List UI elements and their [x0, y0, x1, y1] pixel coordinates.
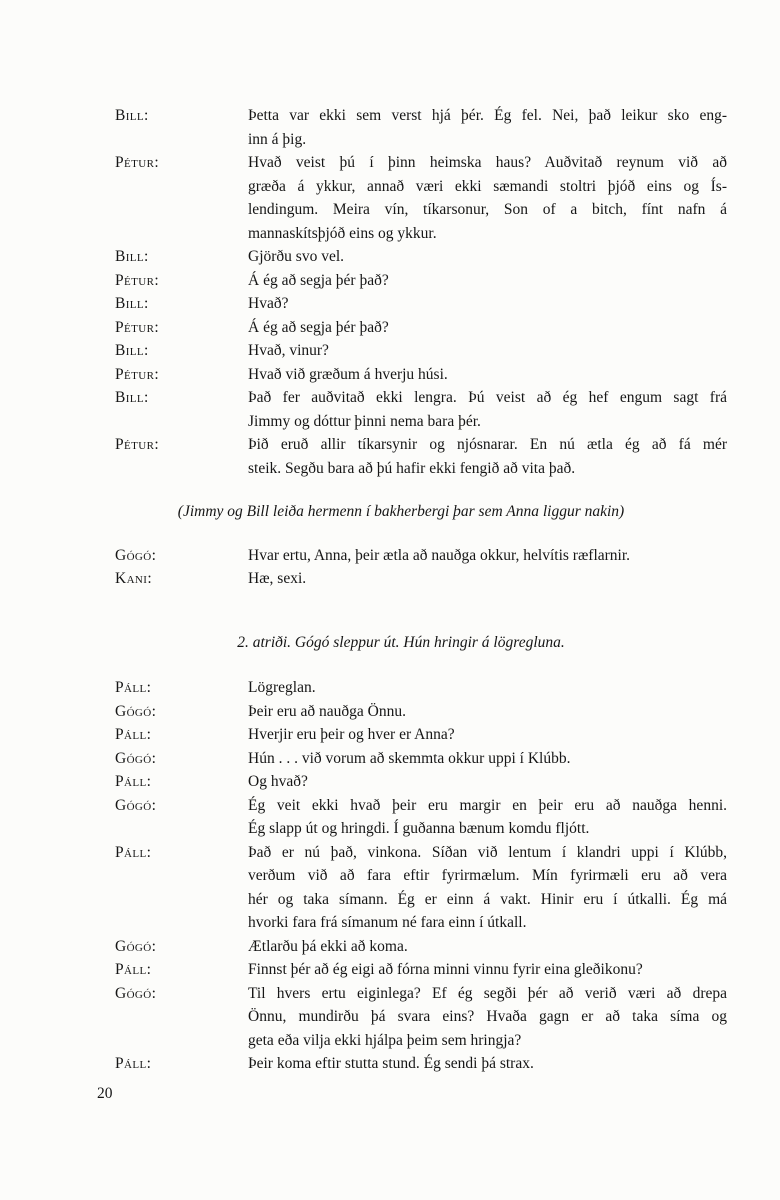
- dialogue-text: [248, 700, 727, 724]
- dialogue-row: [115, 723, 727, 747]
- dialogue-line: mannaskítsþjóð eins og ykkur.: [248, 224, 437, 242]
- speaker-name: Páll:: [115, 679, 152, 696]
- speaker-name: Páll:: [115, 843, 152, 861]
- dialogue-line: Hvað, vinur?: [248, 342, 329, 359]
- dialogue-row: [115, 316, 727, 340]
- dialogue-text: [248, 104, 727, 151]
- dialogue-text: [248, 770, 727, 794]
- dialogue-row: [115, 747, 727, 771]
- dialogue-line: græða á ykkur, annað væri ekki sæmandi stoltri þjóð eins og Ís-: [248, 177, 727, 195]
- dialogue-line: inn á þig.: [248, 130, 307, 148]
- dialogue-line: hér og taka símann. Ég er einn á vakt. Hinir eru í útkalli. Ég má: [248, 890, 727, 908]
- dialogue-text: [248, 316, 727, 340]
- speaker-name: Gógó:: [115, 749, 157, 767]
- dialogue-row: [115, 245, 727, 269]
- dialogue-line: geta eða vilja ekki hjálpa þeim sem hringja?: [248, 1031, 522, 1049]
- dialogue-line: Það er nú það, vinkona. Síðan við lentum í klandri uppi í Klúbb,: [248, 843, 727, 861]
- speaker-name: Páll:: [115, 726, 152, 743]
- speaker-name: Bill:: [115, 248, 149, 265]
- speaker-name: Pétur:: [115, 271, 160, 289]
- dialogue-text: [248, 151, 727, 245]
- dialogue-text: [248, 269, 727, 293]
- speaker-name: Páll:: [115, 1055, 152, 1072]
- dialogue-row: [115, 676, 727, 700]
- dialogue-text: [248, 386, 727, 433]
- speaker-name: Pétur:: [115, 318, 160, 336]
- dialogue-line: Til hvers ertu eiginlega? Ef ég segði þér að verið væri að drepa: [248, 984, 727, 1002]
- dialogue-row: [115, 292, 727, 316]
- dialogue-text: [248, 958, 727, 982]
- dialogue-text: [248, 935, 727, 959]
- dialogue-row: [115, 386, 727, 433]
- speaker-name: Páll:: [115, 961, 152, 978]
- speaker-name: Bill:: [115, 107, 149, 124]
- dialogue-line: Á ég að segja þér það?: [248, 318, 389, 336]
- dialogue-line: Þið eruð allir tíkarsynir og njósnarar. En nú ætla ég að fá mér: [248, 436, 727, 453]
- dialogue-line: Ég veit ekki hvað þeir eru margir en þeir eru að nauðga henni.: [248, 796, 727, 814]
- speaker-name: Pétur:: [115, 365, 160, 383]
- dialogue-row: [115, 770, 727, 794]
- dialogue-text: [248, 363, 727, 387]
- speaker-name: Gógó:: [115, 796, 157, 814]
- speaker-name: Páll:: [115, 773, 152, 790]
- dialogue-text: [248, 1052, 727, 1076]
- dialogue-text: [248, 245, 727, 269]
- speaker-name: Kani:: [115, 570, 153, 587]
- speaker-name: Bill:: [115, 389, 149, 406]
- dialogue-line: verðum við að fara eftir fyrirmælum. Mín fyrirmæli eru að vera: [248, 867, 727, 884]
- dialogue-text: [248, 676, 727, 700]
- dialogue-line: Hvað við græðum á hverju húsi.: [248, 365, 448, 383]
- dialogue-line: Finnst þér að ég eigi að fórna minni vinnu fyrir eina gleðikonu?: [248, 961, 643, 978]
- dialogue-text: [248, 982, 727, 1053]
- dialogue-text: [248, 339, 727, 363]
- stage-direction: (Jimmy og Bill leiða hermenn í bakherbergi þar sem Anna liggur nakin): [177, 503, 625, 520]
- dialogue-line: Og hvað?: [248, 773, 308, 790]
- dialogue-text: [248, 794, 727, 841]
- dialogue-text: [248, 567, 727, 591]
- speaker-name: Gógó:: [115, 937, 157, 955]
- dialogue-text: [248, 433, 727, 480]
- dialogue-row: [115, 982, 727, 1053]
- speaker-name: Pétur:: [115, 436, 160, 453]
- scene-heading: 2. atriði. Gógó sleppur út. Hún hringir á lögregluna.: [237, 633, 565, 651]
- dialogue-line: Önnu, mundirðu þá svara eins? Hvaða gagn er að taka síma og: [248, 1008, 727, 1025]
- dialogue-row: [115, 433, 727, 480]
- dialogue-line: Þeir koma eftir stutta stund. Ég sendi þá strax.: [248, 1055, 534, 1072]
- speaker-name: Gógó:: [115, 546, 157, 564]
- dialogue-row: [115, 794, 727, 841]
- dialogue-line: Hún . . . við vorum að skemmta okkur uppi í Klúbb.: [248, 749, 571, 767]
- dialogue-line: Á ég að segja þér það?: [248, 271, 389, 289]
- dialogue-text: [248, 841, 727, 935]
- dialogue-line: Hverjir eru þeir og hver er Anna?: [248, 726, 455, 743]
- speaker-name: Pétur:: [115, 154, 160, 171]
- dialogue-line: Ætlarðu þá ekki að koma.: [248, 937, 408, 955]
- dialogue-row: [115, 151, 727, 245]
- page-number: 20: [97, 1085, 113, 1102]
- dialogue-text: [248, 544, 727, 568]
- dialogue-text: [248, 723, 727, 747]
- dialogue-line: Hvað veist þú í þinn heimska haus? Auðvitað reynum við að: [248, 154, 727, 171]
- dialogue-line: Jimmy og dóttur þinni nema bara þér.: [248, 412, 481, 430]
- speaker-name: Gógó:: [115, 702, 157, 720]
- dialogue-line: Gjörðu svo vel.: [248, 248, 345, 265]
- dialogue-row: [115, 1052, 727, 1076]
- dialogue-row: [115, 567, 727, 591]
- dialogue-line: Það fer auðvitað ekki lengra. Þú veist að ég hef engum sagt frá: [248, 389, 727, 406]
- dialogue-row: [115, 841, 727, 935]
- dialogue-row: [115, 269, 727, 293]
- dialogue-line: hvorki fara frá símanum né fara einn í útkall.: [248, 914, 527, 931]
- dialogue-line: Hæ, sexi.: [248, 570, 307, 587]
- dialogue-line: Þeir eru að nauðga Önnu.: [248, 702, 406, 720]
- speaker-name: Bill:: [115, 342, 149, 359]
- dialogue-row: [115, 700, 727, 724]
- dialogue-row: [115, 104, 727, 151]
- dialogue-row: [115, 339, 727, 363]
- dialogue-line: Þetta var ekki sem verst hjá þér. Ég fel. Nei, það leikur sko eng-: [248, 107, 727, 124]
- dialogue-row: [115, 958, 727, 982]
- speaker-name: Gógó:: [115, 984, 157, 1002]
- dialogue-line: Ég slapp út og hringdi. Í guðanna bænum komdu fljótt.: [248, 820, 590, 837]
- dialogue-row: [115, 363, 727, 387]
- dialogue-line: Lögreglan.: [248, 679, 316, 696]
- dialogue-line: steik. Segðu bara að þú hafir ekki fengið að vita það.: [248, 459, 576, 477]
- dialogue-text: [248, 747, 727, 771]
- dialogue-line: Hvað?: [248, 295, 289, 312]
- dialogue-text: [248, 292, 727, 316]
- dialogue-row: [115, 935, 727, 959]
- dialogue-row: [115, 544, 727, 568]
- speaker-name: Bill:: [115, 295, 149, 312]
- dialogue-line: Hvar ertu, Anna, þeir ætla að nauðga okkur, helvítis ræflarnir.: [248, 546, 631, 564]
- dialogue-line: lendingum. Meira vín, tíkarsonur, Son of a bitch, fínt nafn á: [248, 201, 727, 218]
